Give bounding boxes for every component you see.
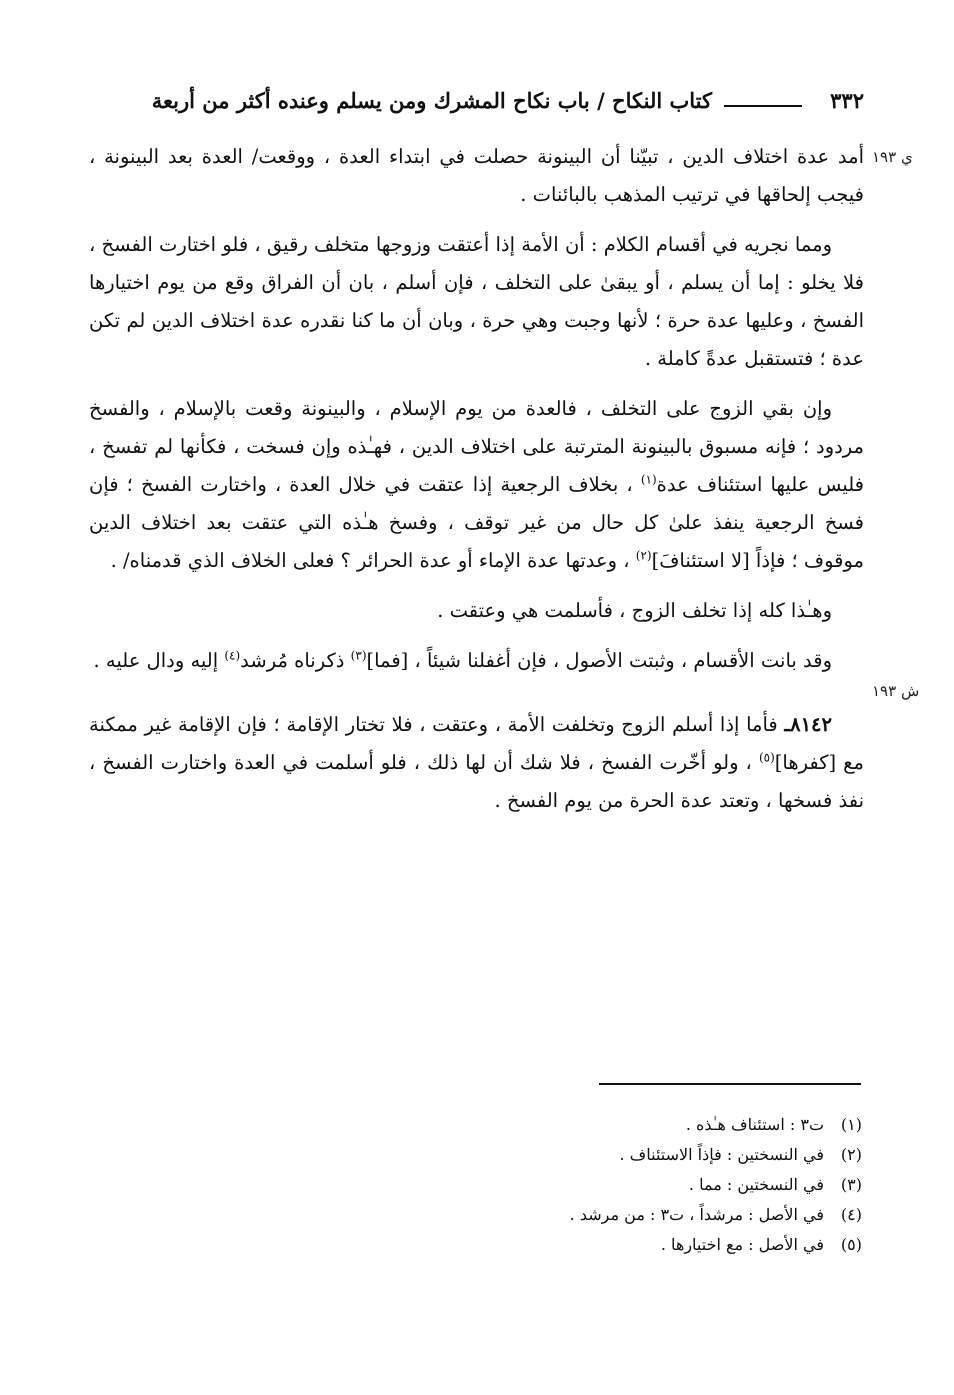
margin-note-ya-193: ي ١٩٣ — [872, 148, 913, 166]
paragraph-5-part-2: ذكرناه مُرشد — [240, 649, 345, 672]
footnotes — [362, 1110, 862, 1260]
main-text — [89, 138, 864, 832]
footnote-number: (٤) — [840, 1205, 862, 1224]
paragraph-4: وهـٰذا كله إذا تخلف الزوج ، فأسلمت هي وعتقت . — [437, 599, 832, 622]
footnote-2 — [362, 1140, 862, 1170]
paragraph-number: ٨١٤٢ـ — [784, 713, 832, 736]
margin-note-shin-193: ش ١٩٣ — [872, 682, 920, 700]
paragraph-3-part-1: وإن بقي الزوج على التخلف ، فالعدة من يوم الإسلام ، والبينونة وقعت بالإسلام ، والفسخ مردود ؛ فإنه مسبوق بالبينونة المترتبة على اختلاف الدين ، فهـٰذه وإن فسخت ، فكأنها لم تفسخ ، فليس عليها استئناف عدة — [89, 397, 865, 496]
paragraph-8142 — [89, 706, 864, 820]
paragraph-5-part-1: وقد بانت الأقسام ، وثبتت الأصول ، فإن أغفلنا شيئاً ، [فما] — [366, 649, 832, 672]
footnote-1 — [362, 1110, 862, 1140]
footnote-ref-2: (٢) — [635, 548, 652, 563]
footnote-3 — [362, 1170, 862, 1200]
paragraph-5-part-3: إليه ودال عليه . — [93, 649, 219, 672]
footnote-text: في الأصل : مع اختيارها . — [660, 1235, 824, 1254]
footnote-ref-1: (١) — [640, 472, 657, 487]
footnote-text: في الأصل : مرشداً ، ت٣ : من مرشد . — [569, 1205, 824, 1224]
header-rule — [724, 105, 802, 107]
running-title: كتاب النكاح / باب نكاح المشرك ومن يسلم وعنده أكثر من أربعة — [151, 88, 712, 113]
paragraph-3 — [89, 390, 864, 580]
footnote-text: في النسختين : مما . — [688, 1175, 824, 1194]
paragraph-3-part-3: ، وعدتها عدة الإماء أو عدة الحرائر ؟ فعلى الخلاف الذي قدمناه/ . — [110, 549, 630, 572]
paragraph-3-part-2: ، بخلاف الرجعية إذا عتقت في خلال العدة ، واختارت الفسخ ؛ فإن فسخ الرجعية ينفذ علىٰ كل حال من غير توقف ، وفسخ هـٰذه التي عتقت بعد اختلاف الدين موقوف ؛ فإذاً [لا استئنافَ] — [89, 473, 864, 572]
paragraph-2: ومما نجريه في أقسام الكلام : أن الأمة إذا أعتقت وزوجها متخلف رقيق ، فلو اختارت الفسخ ، فلا يخلو : إما أن يسلم ، أو يبقىٰ على التخلف ، فإن أسلم ، بان أن الفراق وقع من يوم اختيارها الفسخ ، وعليها عدة حرة ؛ لأنها وجبت وهي حرة ، وبان أن ما كنا نقدره عدة اختلاف الدين لم تكن عدة ؛ فتستقبل عدةً كاملة . — [89, 233, 864, 370]
footnote-number: (٥) — [840, 1235, 862, 1254]
footnote-ref-3: (٣) — [350, 648, 367, 663]
footnote-4 — [362, 1200, 862, 1230]
footnote-ref-5: (٥) — [758, 750, 775, 765]
paragraph-6-part-1: فأما إذا أسلم الزوج وتخلفت الأمة ، وعتقت ، فلا تختار الإقامة ؛ فإن الإقامة غير ممكنة مع [كفرها] — [89, 713, 864, 774]
footnote-separator — [599, 1083, 861, 1085]
footnote-5 — [362, 1230, 862, 1260]
paragraph-6-part-2: ، ولو أخّرت الفسخ ، فلا شك أن لها ذلك ، فلو أسلمت في العدة واختارت الفسخ ، نفذ فسخها ، وتعتد عدة الحرة من يوم الفسخ . — [89, 751, 864, 812]
footnote-number: (٣) — [840, 1175, 862, 1194]
paragraph-5 — [89, 642, 864, 680]
page-header — [89, 86, 864, 126]
footnote-text: ت٣ : استئناف هـٰذه . — [685, 1115, 824, 1134]
page-number: ٣٣٢ — [830, 88, 864, 113]
paragraph-1: أمد عدة اختلاف الدين ، تبيّنا أن البينونة حصلت في ابتداء العدة ، ووقعت/ العدة بعد البينونة ، فيجب إلحاقها في ترتيب المذهب بالبائنات . — [89, 145, 864, 206]
footnote-text: في النسختين : فإذاً الاستئناف . — [619, 1145, 824, 1164]
footnote-number: (٢) — [840, 1145, 862, 1164]
footnote-number: (١) — [840, 1115, 862, 1134]
footnote-ref-4: (٤) — [224, 648, 241, 663]
